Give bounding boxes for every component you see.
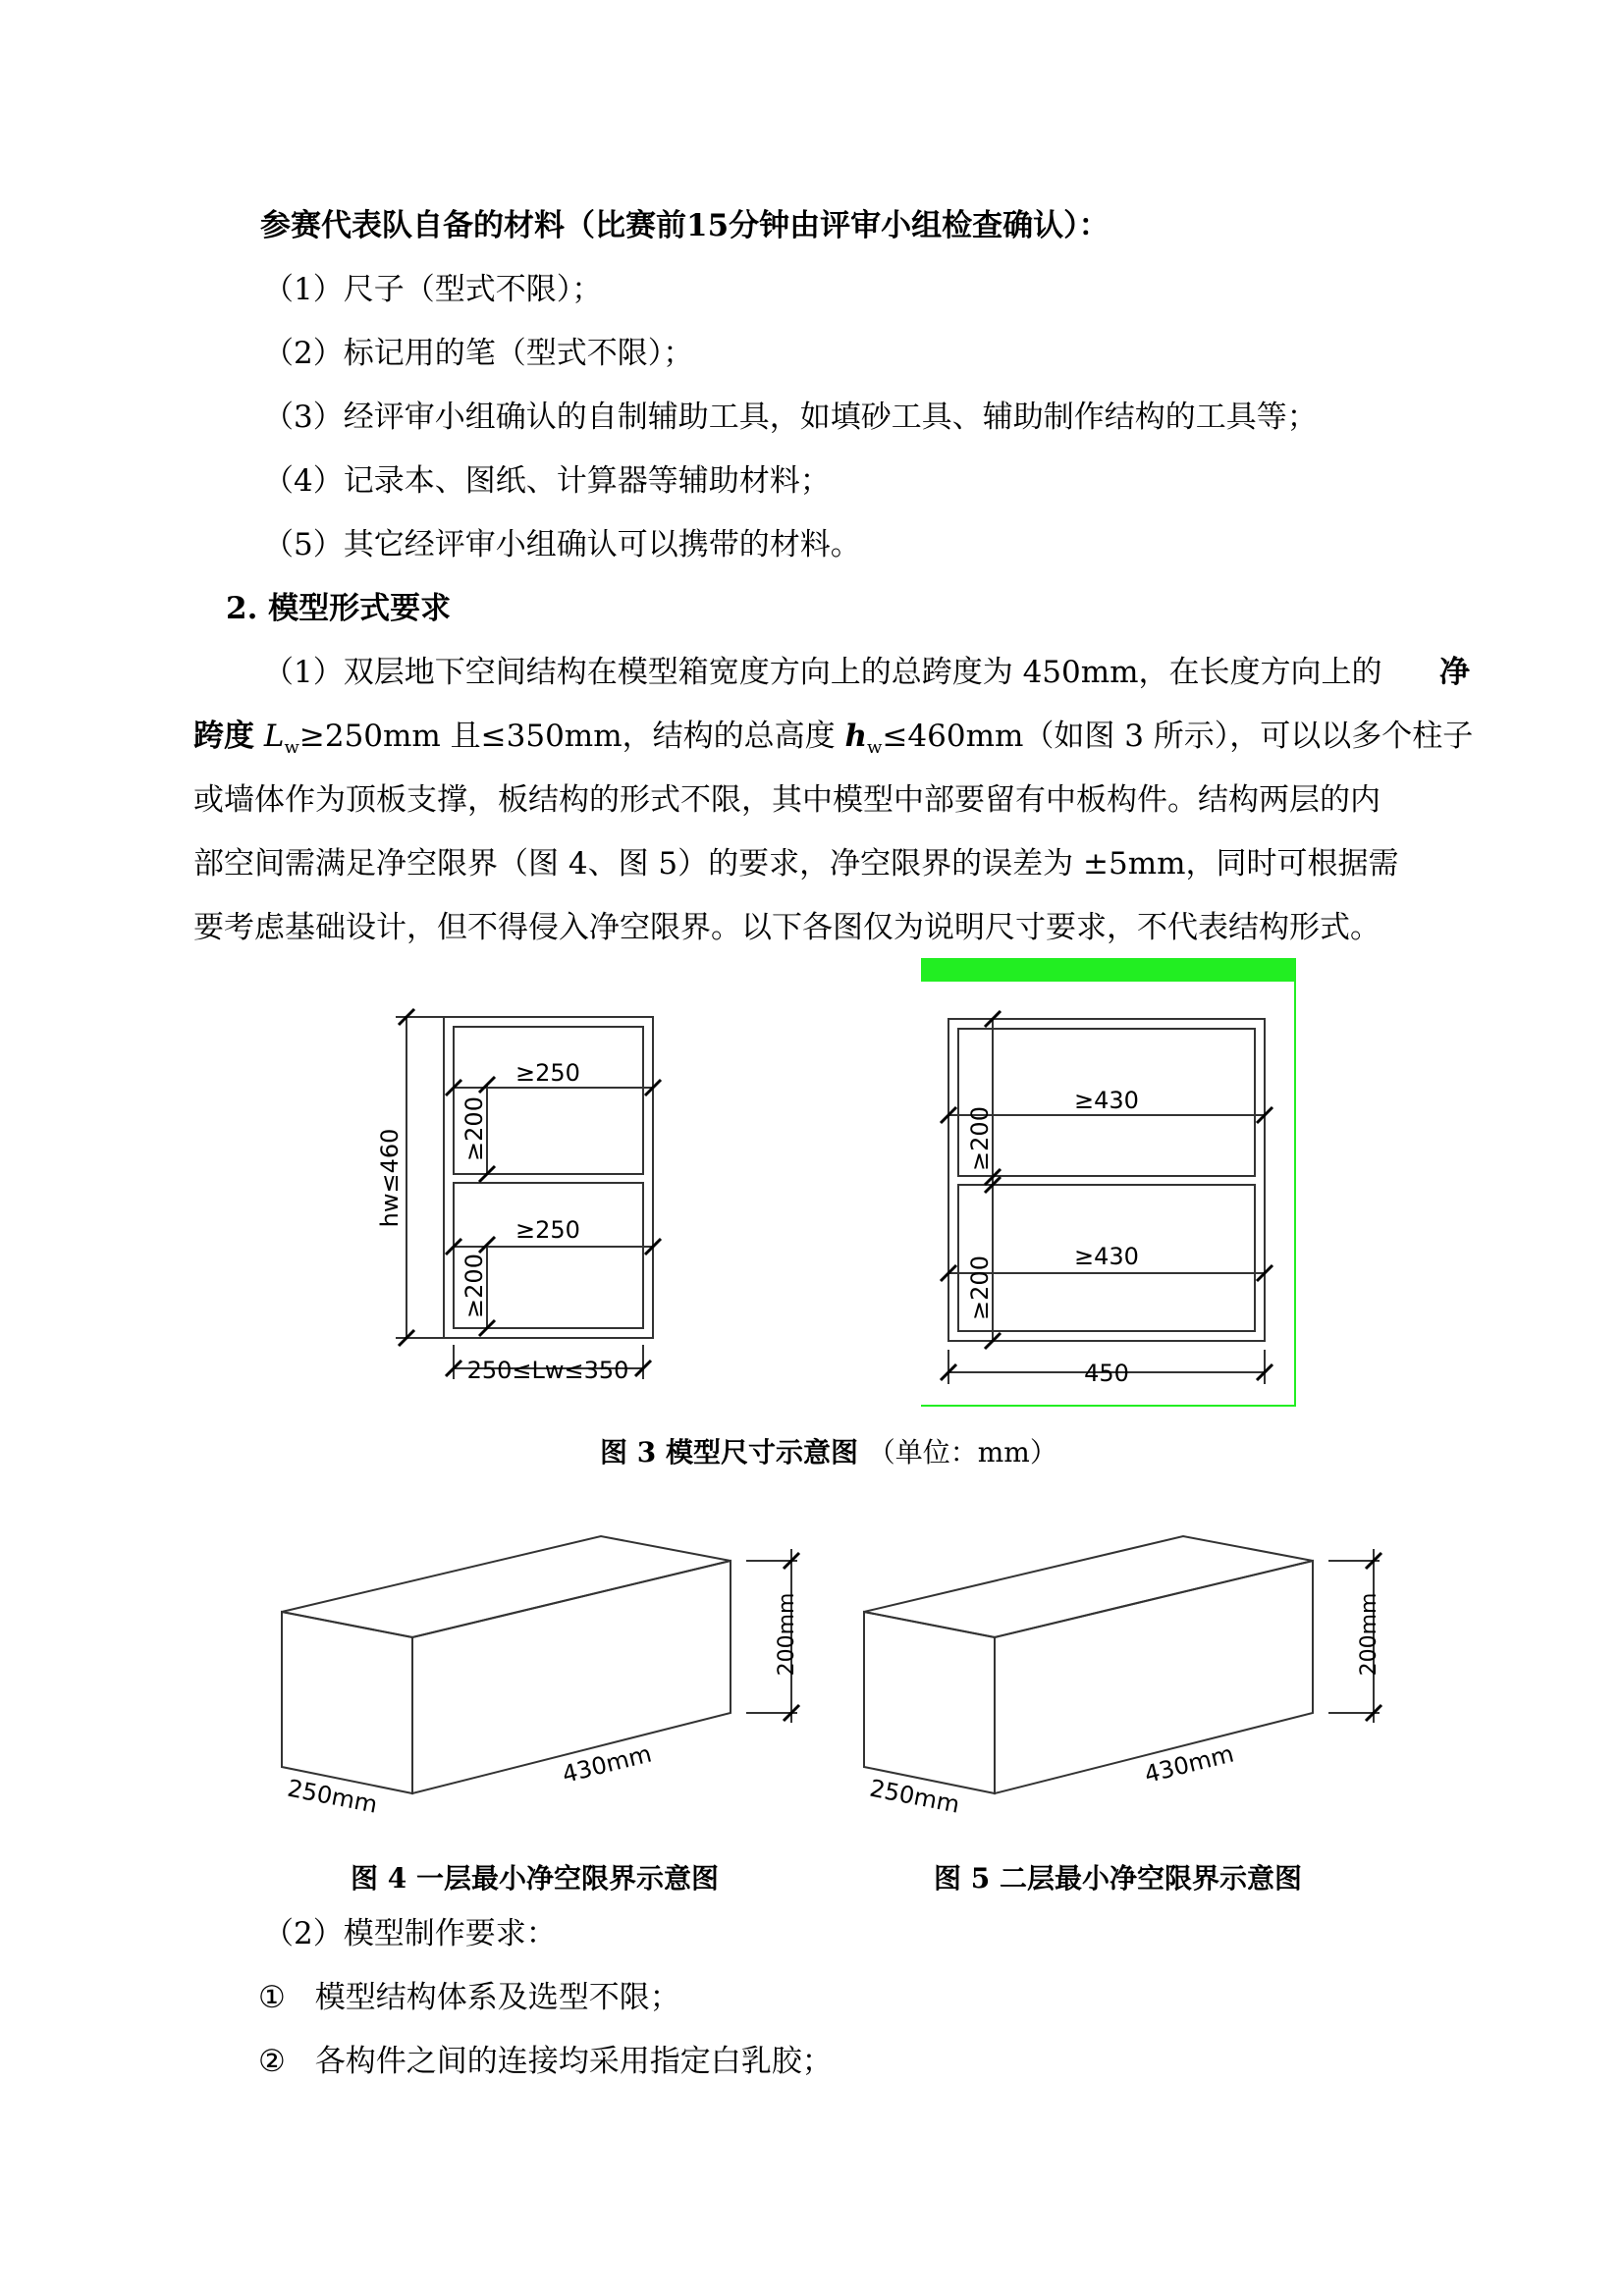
dim-label: 430mm [559, 1739, 655, 1789]
paragraph-text: （1）双层地下空间结构在模型箱宽度方向上的总跨度为 450mm，在长度方向上的 [263, 655, 1382, 690]
dim-label: 250≤Lw≤350 [466, 1357, 629, 1384]
figure4-caption: 图 4 一层最小净空限界示意图 [351, 1862, 719, 1895]
section-heading: 2. 模型形式要求 [226, 591, 452, 626]
paragraph-text: ≤460mm（如图 3 所示），可以以多个柱子 [882, 719, 1474, 754]
requirement-item [258, 1978, 680, 2017]
symbol-L: L [263, 719, 285, 754]
materials-item: （1）尺子（型式不限）； [263, 272, 603, 307]
dim-label: 200mm [1357, 1592, 1381, 1677]
figure3-caption-unit: （单位：mm） [867, 1436, 1057, 1468]
dim-label: 200mm [775, 1592, 799, 1677]
paragraph-text: ≥250mm 且≤350mm，结构的总高度 [298, 719, 836, 754]
paragraph-line: 要考虑基础设计，但不得侵入净空限界。以下各图仅为说明尺寸要求，不代表结构形式。 [193, 910, 1380, 945]
dim-label: 250mm [285, 1774, 380, 1819]
dim-label: 450 [1084, 1360, 1129, 1387]
dim-label: 250mm [867, 1774, 962, 1819]
highlight-bar [921, 958, 1296, 982]
dim-label: 430mm [1141, 1739, 1237, 1789]
figure5-caption: 图 5 二层最小净空限界示意图 [934, 1862, 1302, 1895]
paragraph-emphasis: 净 [1439, 655, 1470, 690]
dim-label: ≥430 [1074, 1243, 1139, 1270]
materials-item: （2）标记用的笔（型式不限）； [263, 336, 694, 371]
symbol-subscript: w [284, 737, 299, 759]
figure3-caption-title: 图 3 模型尺寸示意图 [600, 1436, 858, 1468]
dim-label: ≥200 [966, 1255, 994, 1320]
figure4-box [282, 1536, 797, 1793]
paragraph-emphasis: 跨度 [193, 719, 254, 754]
paragraph-line: 部空间需满足净空限界（图 4、图 5）的要求，净空限界的误差为 ±5mm，同时可根据需 [193, 846, 1399, 881]
dim-label: ≥250 [515, 1216, 580, 1244]
figure3-caption [600, 1431, 1057, 1470]
right-ticks [941, 1011, 1272, 1380]
dim-label: ≥430 [1074, 1087, 1139, 1114]
requirements-title: （2）模型制作要求： [263, 1916, 557, 1951]
item-text: 各构件之间的连接均采用指定白乳胶； [314, 2044, 833, 2079]
materials-item: （4）记录本、图纸、计算器等辅助材料； [263, 463, 831, 499]
materials-title: 参赛代表队自备的材料（比赛前15分钟由评审小组检查确认）： [260, 208, 1110, 243]
item-number: ② [258, 2044, 286, 2079]
right-frame [948, 1019, 1265, 1384]
dim-label: ≥250 [515, 1059, 580, 1087]
materials-item: （5）其它经评审小组确认可以携带的材料。 [263, 527, 861, 562]
dim-label: hw≤460 [376, 1128, 404, 1228]
item-text: 模型结构体系及选型不限； [314, 1980, 680, 2015]
requirement-item [258, 2042, 833, 2081]
dim-label: ≥200 [966, 1106, 994, 1171]
symbol-subscript: w [867, 737, 883, 759]
symbol-h: h [844, 719, 868, 754]
dim-label: ≥200 [460, 1254, 488, 1318]
dim-label: ≥200 [460, 1096, 488, 1161]
item-number: ① [258, 1980, 286, 2015]
materials-item: （3）经评审小组确认的自制辅助工具，如填砂工具、辅助制作结构的工具等； [263, 400, 1318, 435]
figure5-box [864, 1536, 1380, 1793]
paragraph-line: 或墙体作为顶板支撑，板结构的形式不限，其中模型中部要留有中板构件。结构两层的内 [193, 782, 1380, 818]
